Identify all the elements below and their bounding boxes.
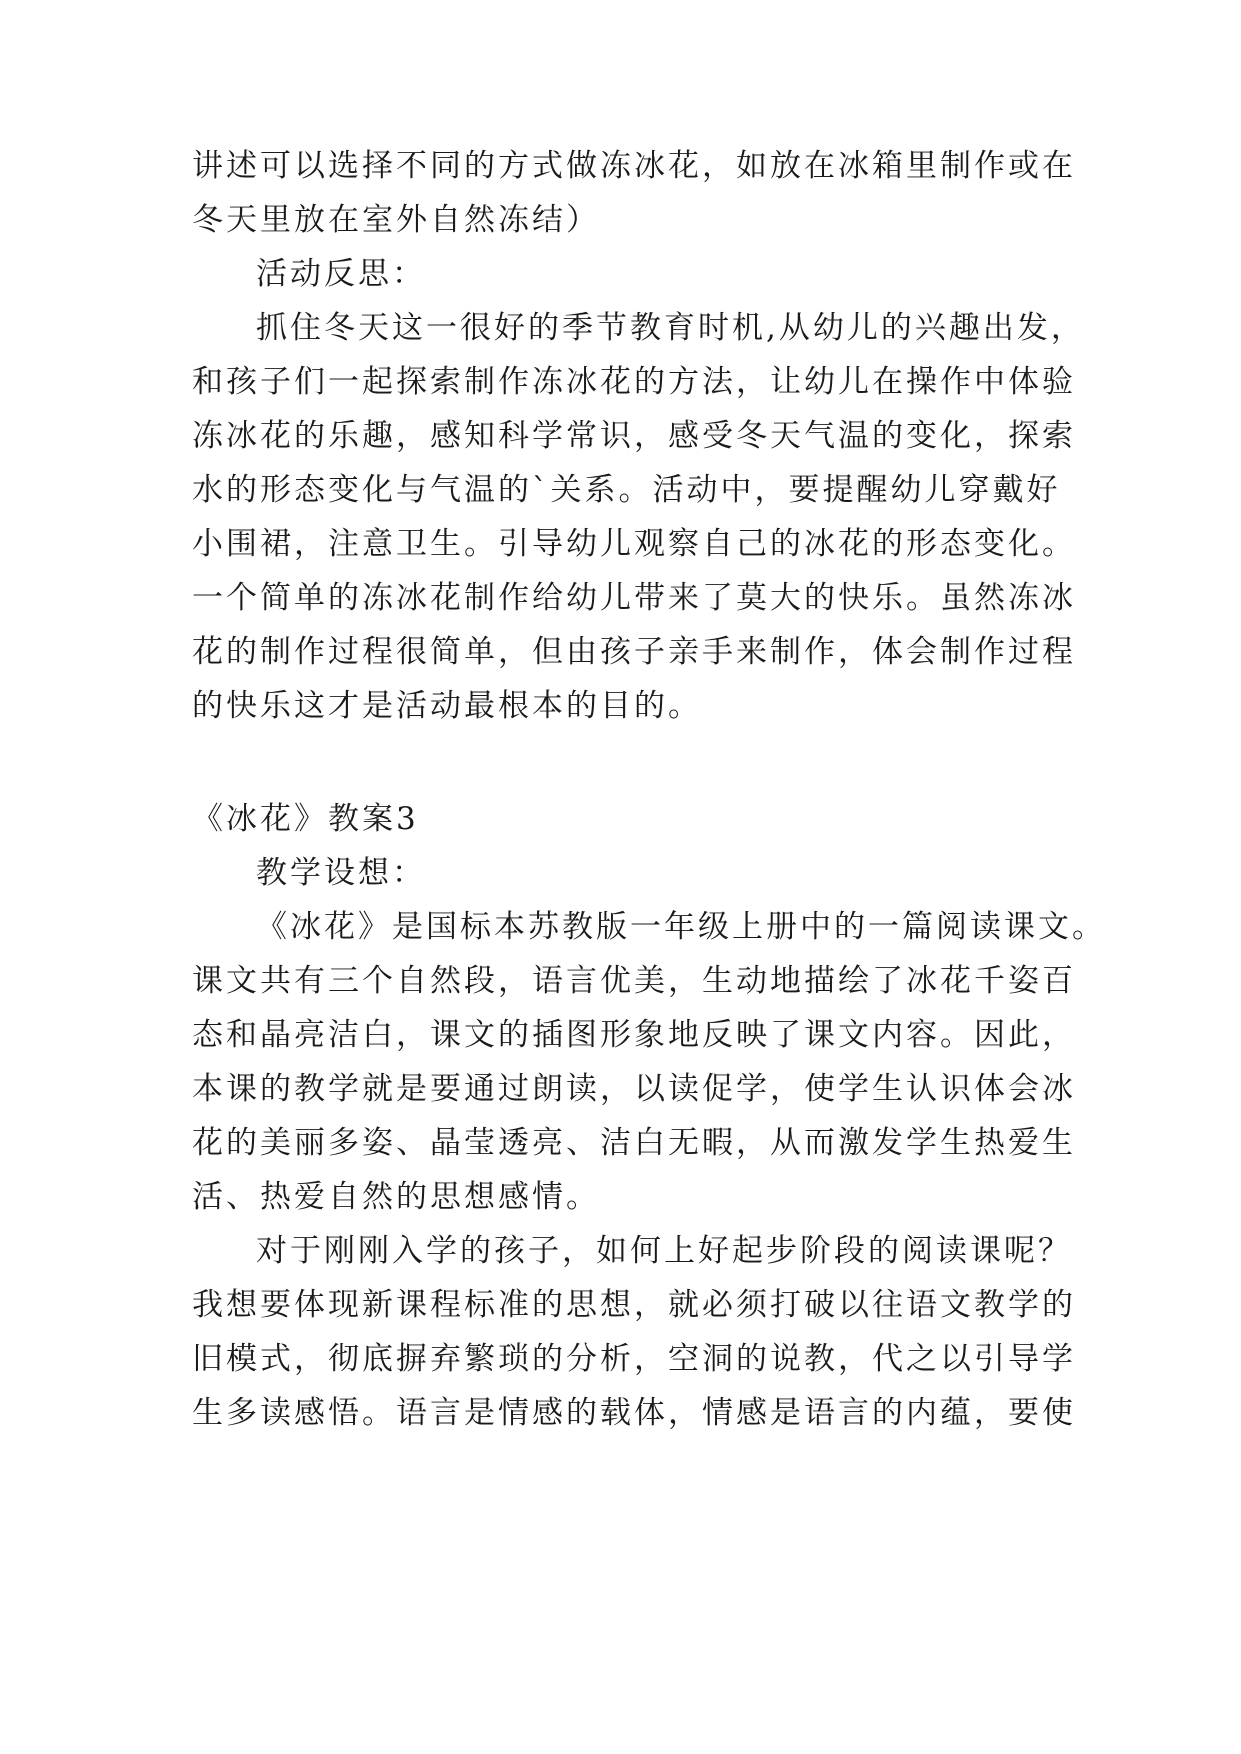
lesson-title: 《冰花》教案3: [192, 801, 419, 837]
body-text-line: 生多读感悟。语言是情感的载体，情感是语言的内蕴，要使: [192, 1395, 1076, 1431]
body-text-line: 冬天里放在室外自然冻结）: [192, 202, 600, 238]
body-text-line: 抓住冬天这一很好的季节教育时机,从幼儿的兴趣出发，: [256, 310, 1085, 346]
body-text-line: 冻冰花的乐趣，感知科学常识，感受冬天气温的变化，探索: [192, 418, 1076, 454]
body-text-line: 我想要体现新课程标准的思想，就必须打破以往语文教学的: [192, 1287, 1076, 1323]
section-heading: 活动反思：: [256, 256, 426, 292]
body-text-line: 花的美丽多姿、晶莹透亮、洁白无暇，从而激发学生热爱生: [192, 1125, 1076, 1161]
body-text-line: 的快乐这才是活动最根本的目的。: [192, 688, 702, 724]
body-text-line: 活、热爱自然的思想感情。: [192, 1179, 600, 1215]
body-text-line: 花的制作过程很简单，但由孩子亲手来制作，体会制作过程: [192, 634, 1076, 670]
body-text-line: 对于刚刚入学的孩子，如何上好起步阶段的阅读课呢？: [256, 1233, 1072, 1269]
body-text-line: 水的形态变化与气温的`关系。活动中，要提醒幼儿穿戴好: [192, 472, 1061, 508]
body-text-line: 本课的教学就是要通过朗读，以读促学，使学生认识体会冰: [192, 1071, 1076, 1107]
body-text-line: 和孩子们一起探索制作冻冰花的方法，让幼儿在操作中体验: [192, 364, 1076, 400]
body-text-line: 态和晶亮洁白，课文的插图形象地反映了课文内容。因此，: [192, 1017, 1076, 1053]
body-text-line: 《冰花》是国标本苏教版一年级上册中的一篇阅读课文。: [256, 909, 1106, 945]
body-text-line: 课文共有三个自然段，语言优美，生动地描绘了冰花千姿百: [192, 963, 1076, 999]
body-text-line: 旧模式，彻底摒弃繁琐的分析，空洞的说教，代之以引导学: [192, 1341, 1076, 1377]
body-text-line: 小围裙，注意卫生。引导幼儿观察自己的冰花的形态变化。: [192, 526, 1076, 562]
section-heading: 教学设想：: [256, 855, 426, 891]
body-text-line: 讲述可以选择不同的方式做冻冰花，如放在冰箱里制作或在: [192, 148, 1076, 184]
body-text-line: 一个简单的冻冰花制作给幼儿带来了莫大的快乐。虽然冻冰: [192, 580, 1076, 616]
